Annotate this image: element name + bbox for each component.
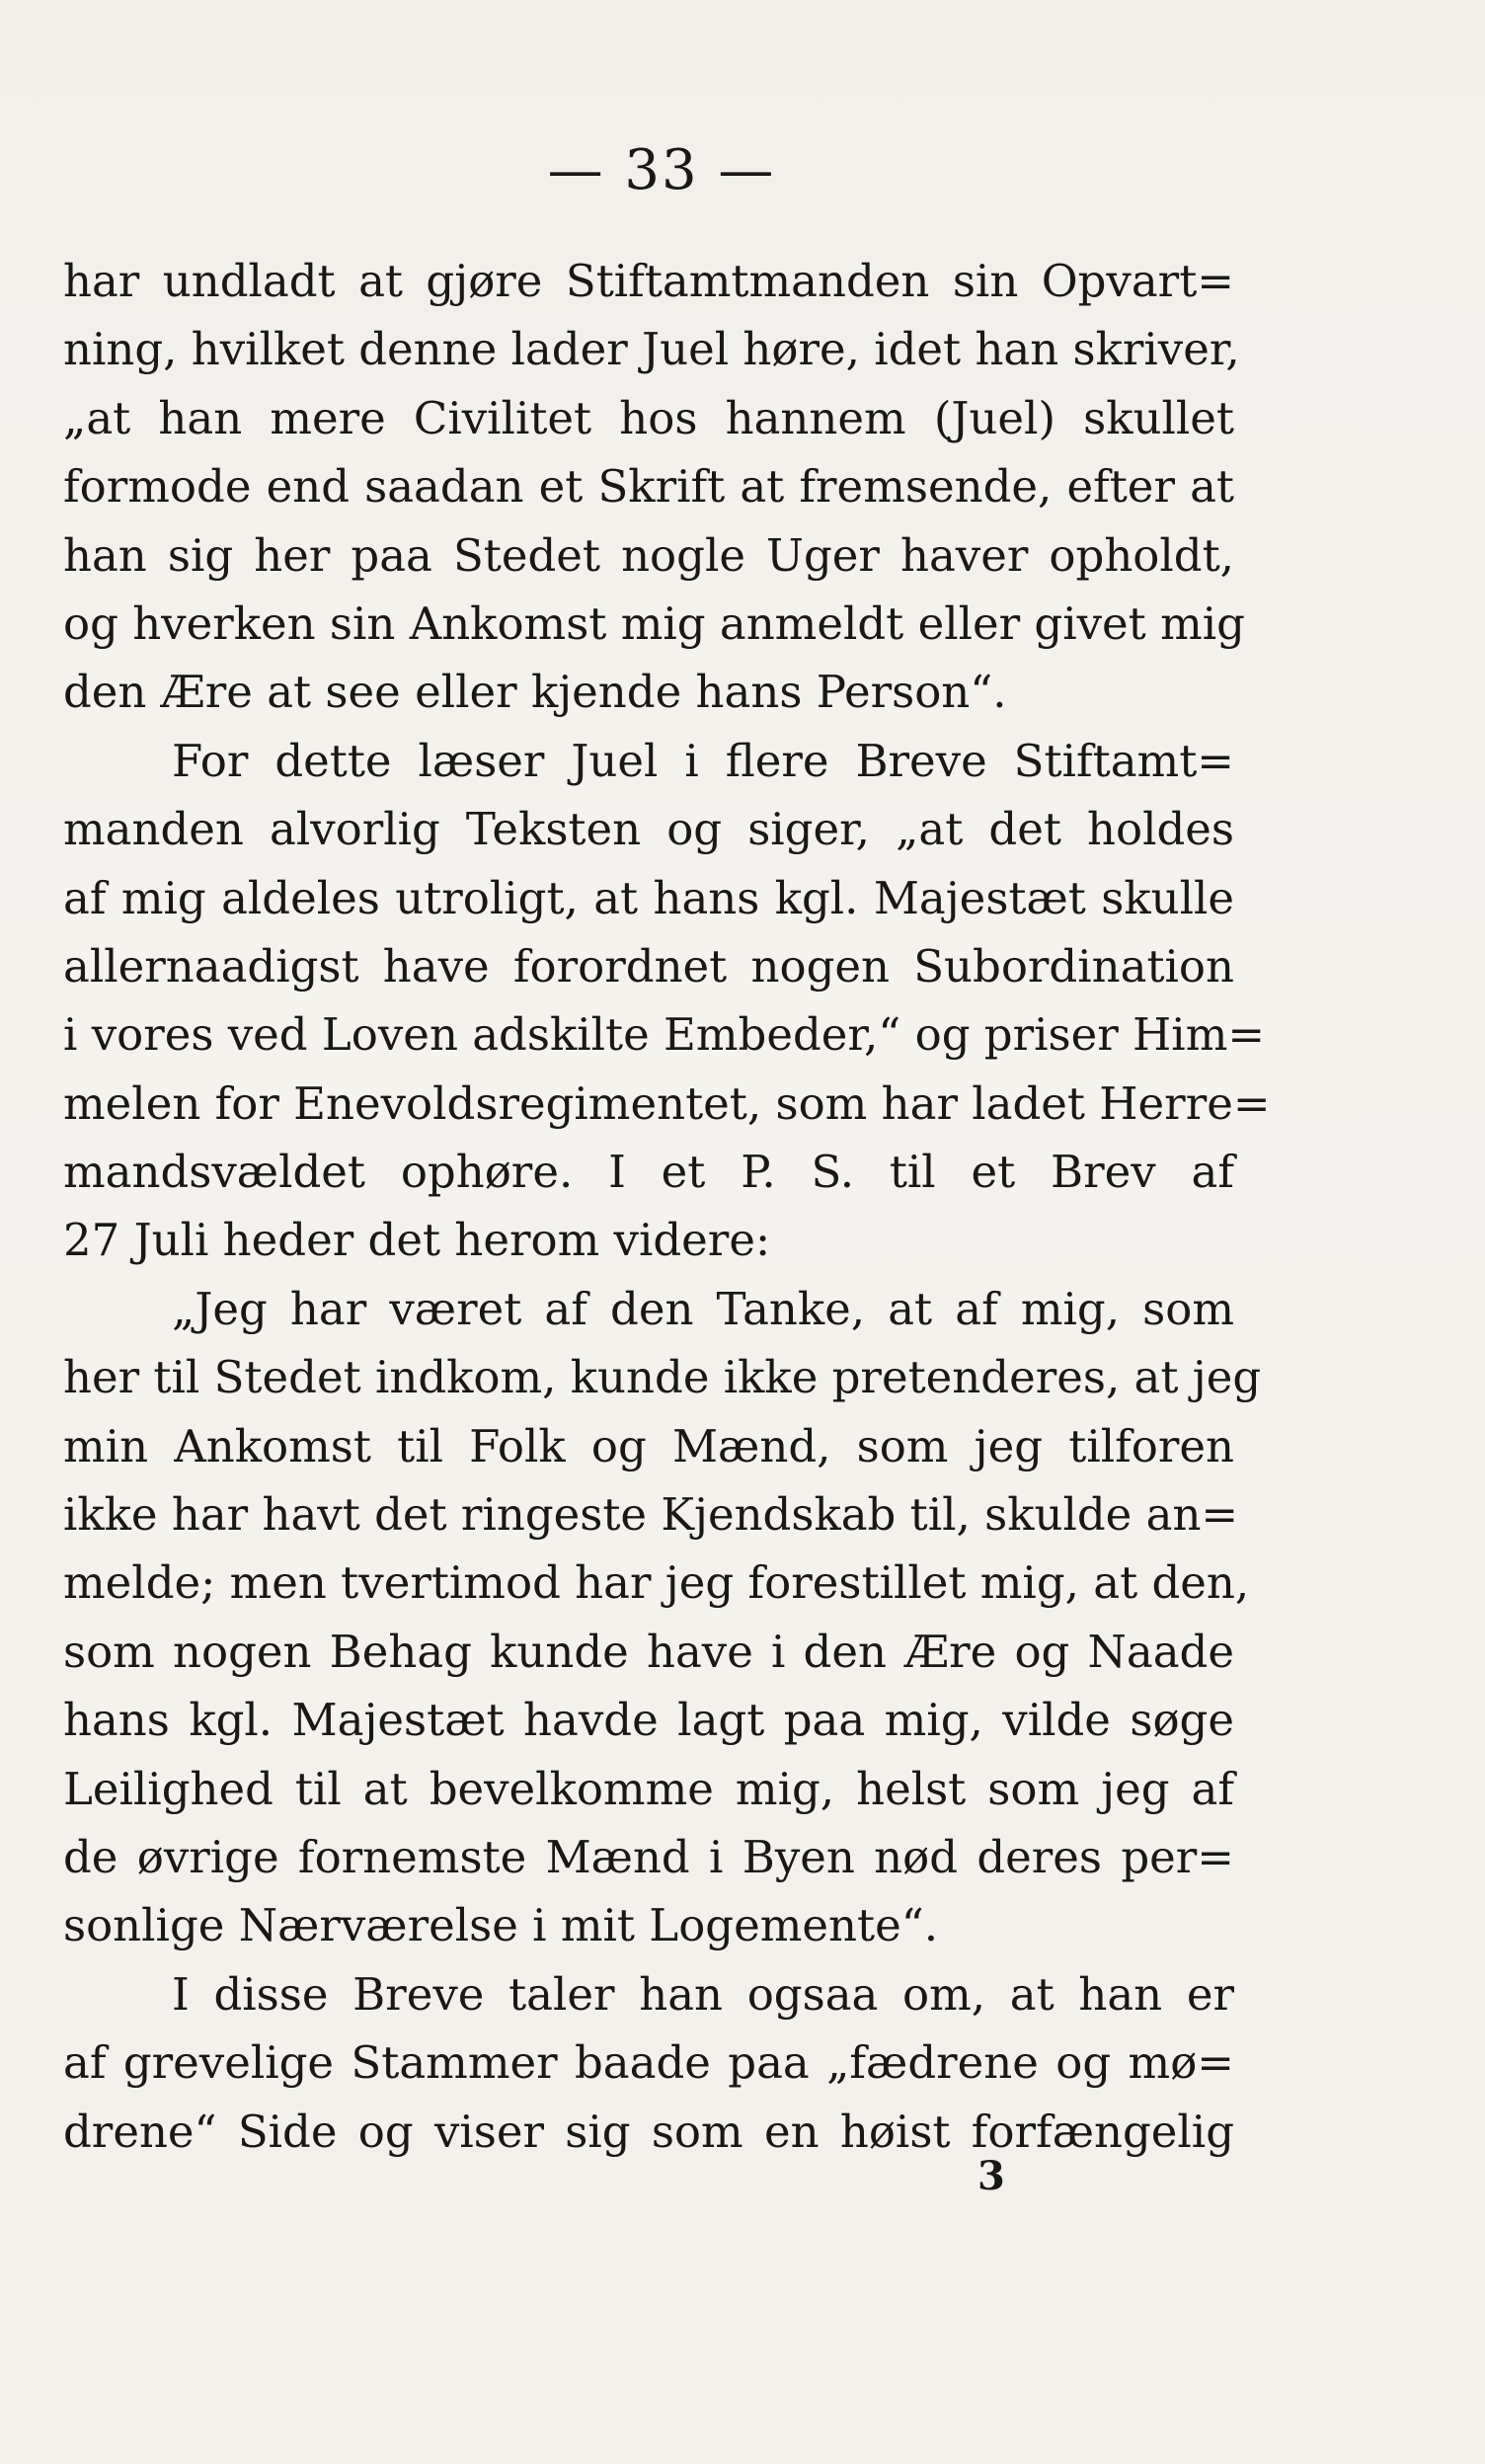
text-line: den Ære at see eller kjende hans Person“. <box>63 666 1007 719</box>
text-line: har undladt at gjøre Stiftamtmanden sin Opvart= <box>63 255 1234 307</box>
text-line: melde; men tvertimod har jeg forestillet mig, at den, <box>63 1556 1250 1610</box>
text-line: manden alvorlig Teksten og siger, „at det holdes <box>63 803 1234 856</box>
text-line: „Jeg har været af den Tanke, at af mig, som <box>172 1282 1234 1335</box>
text-line: i vores ved Loven adskilte Embeder,“ og priser Him= <box>63 1008 1266 1062</box>
text-line: ning, hvilket denne lader Juel høre, idet han skriver, <box>63 323 1240 376</box>
text-line: her til Stedet indkom, kunde ikke pretenderes, at jeg <box>63 1351 1262 1404</box>
text-line: mandsvældet ophøre. I et P. S. til et Brev af <box>63 1146 1234 1199</box>
text-line: I disse Breve taler han ogsaa om, at han er <box>172 1967 1234 2021</box>
text-line: formode end saadan et Skrift at fremsende, efter at <box>63 460 1234 514</box>
text-line: Leilighed til at bevelkomme mig, helst som jeg af <box>63 1762 1234 1815</box>
text-line: og hverken sin Ankomst mig anmeldt eller givet mig <box>63 596 1245 650</box>
text-line: han sig her paa Stedet nogle Uger haver opholdt, <box>63 528 1234 582</box>
text-line: drene“ Side og viser sig som en høist forfængelig <box>63 2105 1234 2158</box>
text-line: ikke har havt det ringeste Kjendskab til, skulde an= <box>63 1488 1239 1542</box>
body-text <box>63 247 1271 2166</box>
signature-mark: 3 <box>977 2153 1005 2199</box>
text-line: melen for Enevoldsregimentet, som har ladet Herre= <box>63 1076 1271 1130</box>
text-line: af grevelige Stammer baade paa „fædrene og mø= <box>63 2036 1234 2090</box>
text-line: som nogen Behag kunde have i den Ære og Naade <box>63 1625 1234 1678</box>
text-line: 27 Juli heder det herom videre: <box>63 1214 771 1267</box>
text-line: For dette læser Juel i flere Breve Stiftamt= <box>172 734 1234 787</box>
page-number: — 33 — <box>547 138 776 202</box>
text-line: „at han mere Civilitet hos hannem (Juel) skullet <box>63 391 1234 444</box>
text-line: sonlige Nærværelse i mit Logemente“. <box>63 1899 939 1952</box>
text-line: de øvrige fornemste Mænd i Byen nød deres per= <box>63 1830 1234 1883</box>
text-line: hans kgl. Majestæt havde lagt paa mig, vilde søge <box>63 1694 1234 1747</box>
text-line: af mig aldeles utroligt, at hans kgl. Majestæt skulle <box>63 871 1234 924</box>
text-line: allernaadigst have forordnet nogen Subordination <box>63 939 1234 993</box>
text-line: min Ankomst til Folk og Mænd, som jeg tilforen <box>63 1419 1234 1472</box>
